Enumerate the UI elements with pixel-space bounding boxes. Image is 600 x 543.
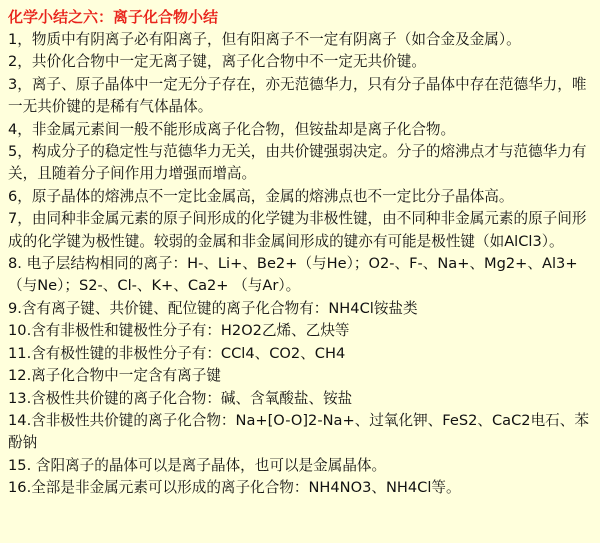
list-item: 4，非金属元素间一般不能形成离子化合物，但铵盐却是离子化合物。 bbox=[8, 120, 456, 138]
list-item: 12.离子化合物中一定含有离子键 bbox=[8, 367, 221, 385]
list-item: 13.含极性共价键的离子化合物：碱、含氧酸盐、铵盐 bbox=[8, 389, 353, 407]
list-item: 16.全部是非金属元素可以形成的离子化合物：NH4NO3、NH4Cl等。 bbox=[8, 479, 461, 497]
summary-list bbox=[8, 29, 592, 500]
list-item: 5，构成分子的稳定性与范德华力无关，由共价键强弱决定。分子的熔沸点才与范德华力有关，且随着分子间作用力增强而增高。 bbox=[8, 143, 587, 183]
list-item: 14.含非极性共价键的离子化合物：Na+[O-O]2-Na+、过氧化钾、FeS2、CaC2电石、苯酚钠 bbox=[8, 411, 589, 452]
list-item: 8. 电子层结构相同的离子：H-、Li+、Be2+（与He）；O2-、F-、Na+、Mg2+、Al3+（与Ne）；S2-、Cl-、K+、Ca2+ （与Ar）。 bbox=[8, 255, 578, 295]
list-item: 1，物质中有阴离子必有阳离子，但有阳离子不一定有阴离子（如合金及金属）。 bbox=[8, 31, 521, 48]
list-item: 7，由同种非金属元素的原子间形成的化学键为非极性键，由不同种非金属元素的原子间形成的化学键为极性键。较弱的金属和非金属间形成的键亦有可能是极性键（如AlCl3）。 bbox=[8, 210, 587, 250]
list-item: 9.含有离子键、共价键、配位键的离子化合物有：NH4Cl铵盐类 bbox=[8, 299, 418, 317]
list-item: 10.含有非极性和键极性分子有：H2O2乙烯、乙炔等 bbox=[8, 322, 350, 340]
list-item: 3，离子、原子晶体中一定无分子存在，亦无范德华力，只有分子晶体中存在范德华力，唯一无共价键的是稀有气体晶体。 bbox=[8, 75, 587, 116]
list-item: 11.含有极性键的非极性分子有：CCl4、CO2、CH4 bbox=[8, 344, 346, 362]
list-item: 6，原子晶体的熔沸点不一定比金属高，金属的熔沸点也不一定比分子晶体高。 bbox=[8, 187, 514, 205]
list-item: 15. 含阳离子的晶体可以是离子晶体，也可以是金属晶体。 bbox=[8, 456, 387, 474]
list-item: 2，共价化合物中一定无离子键，离子化合物中不一定无共价键。 bbox=[8, 53, 426, 71]
document-title: 化学小结之六：离子化合物小结 bbox=[8, 8, 219, 26]
